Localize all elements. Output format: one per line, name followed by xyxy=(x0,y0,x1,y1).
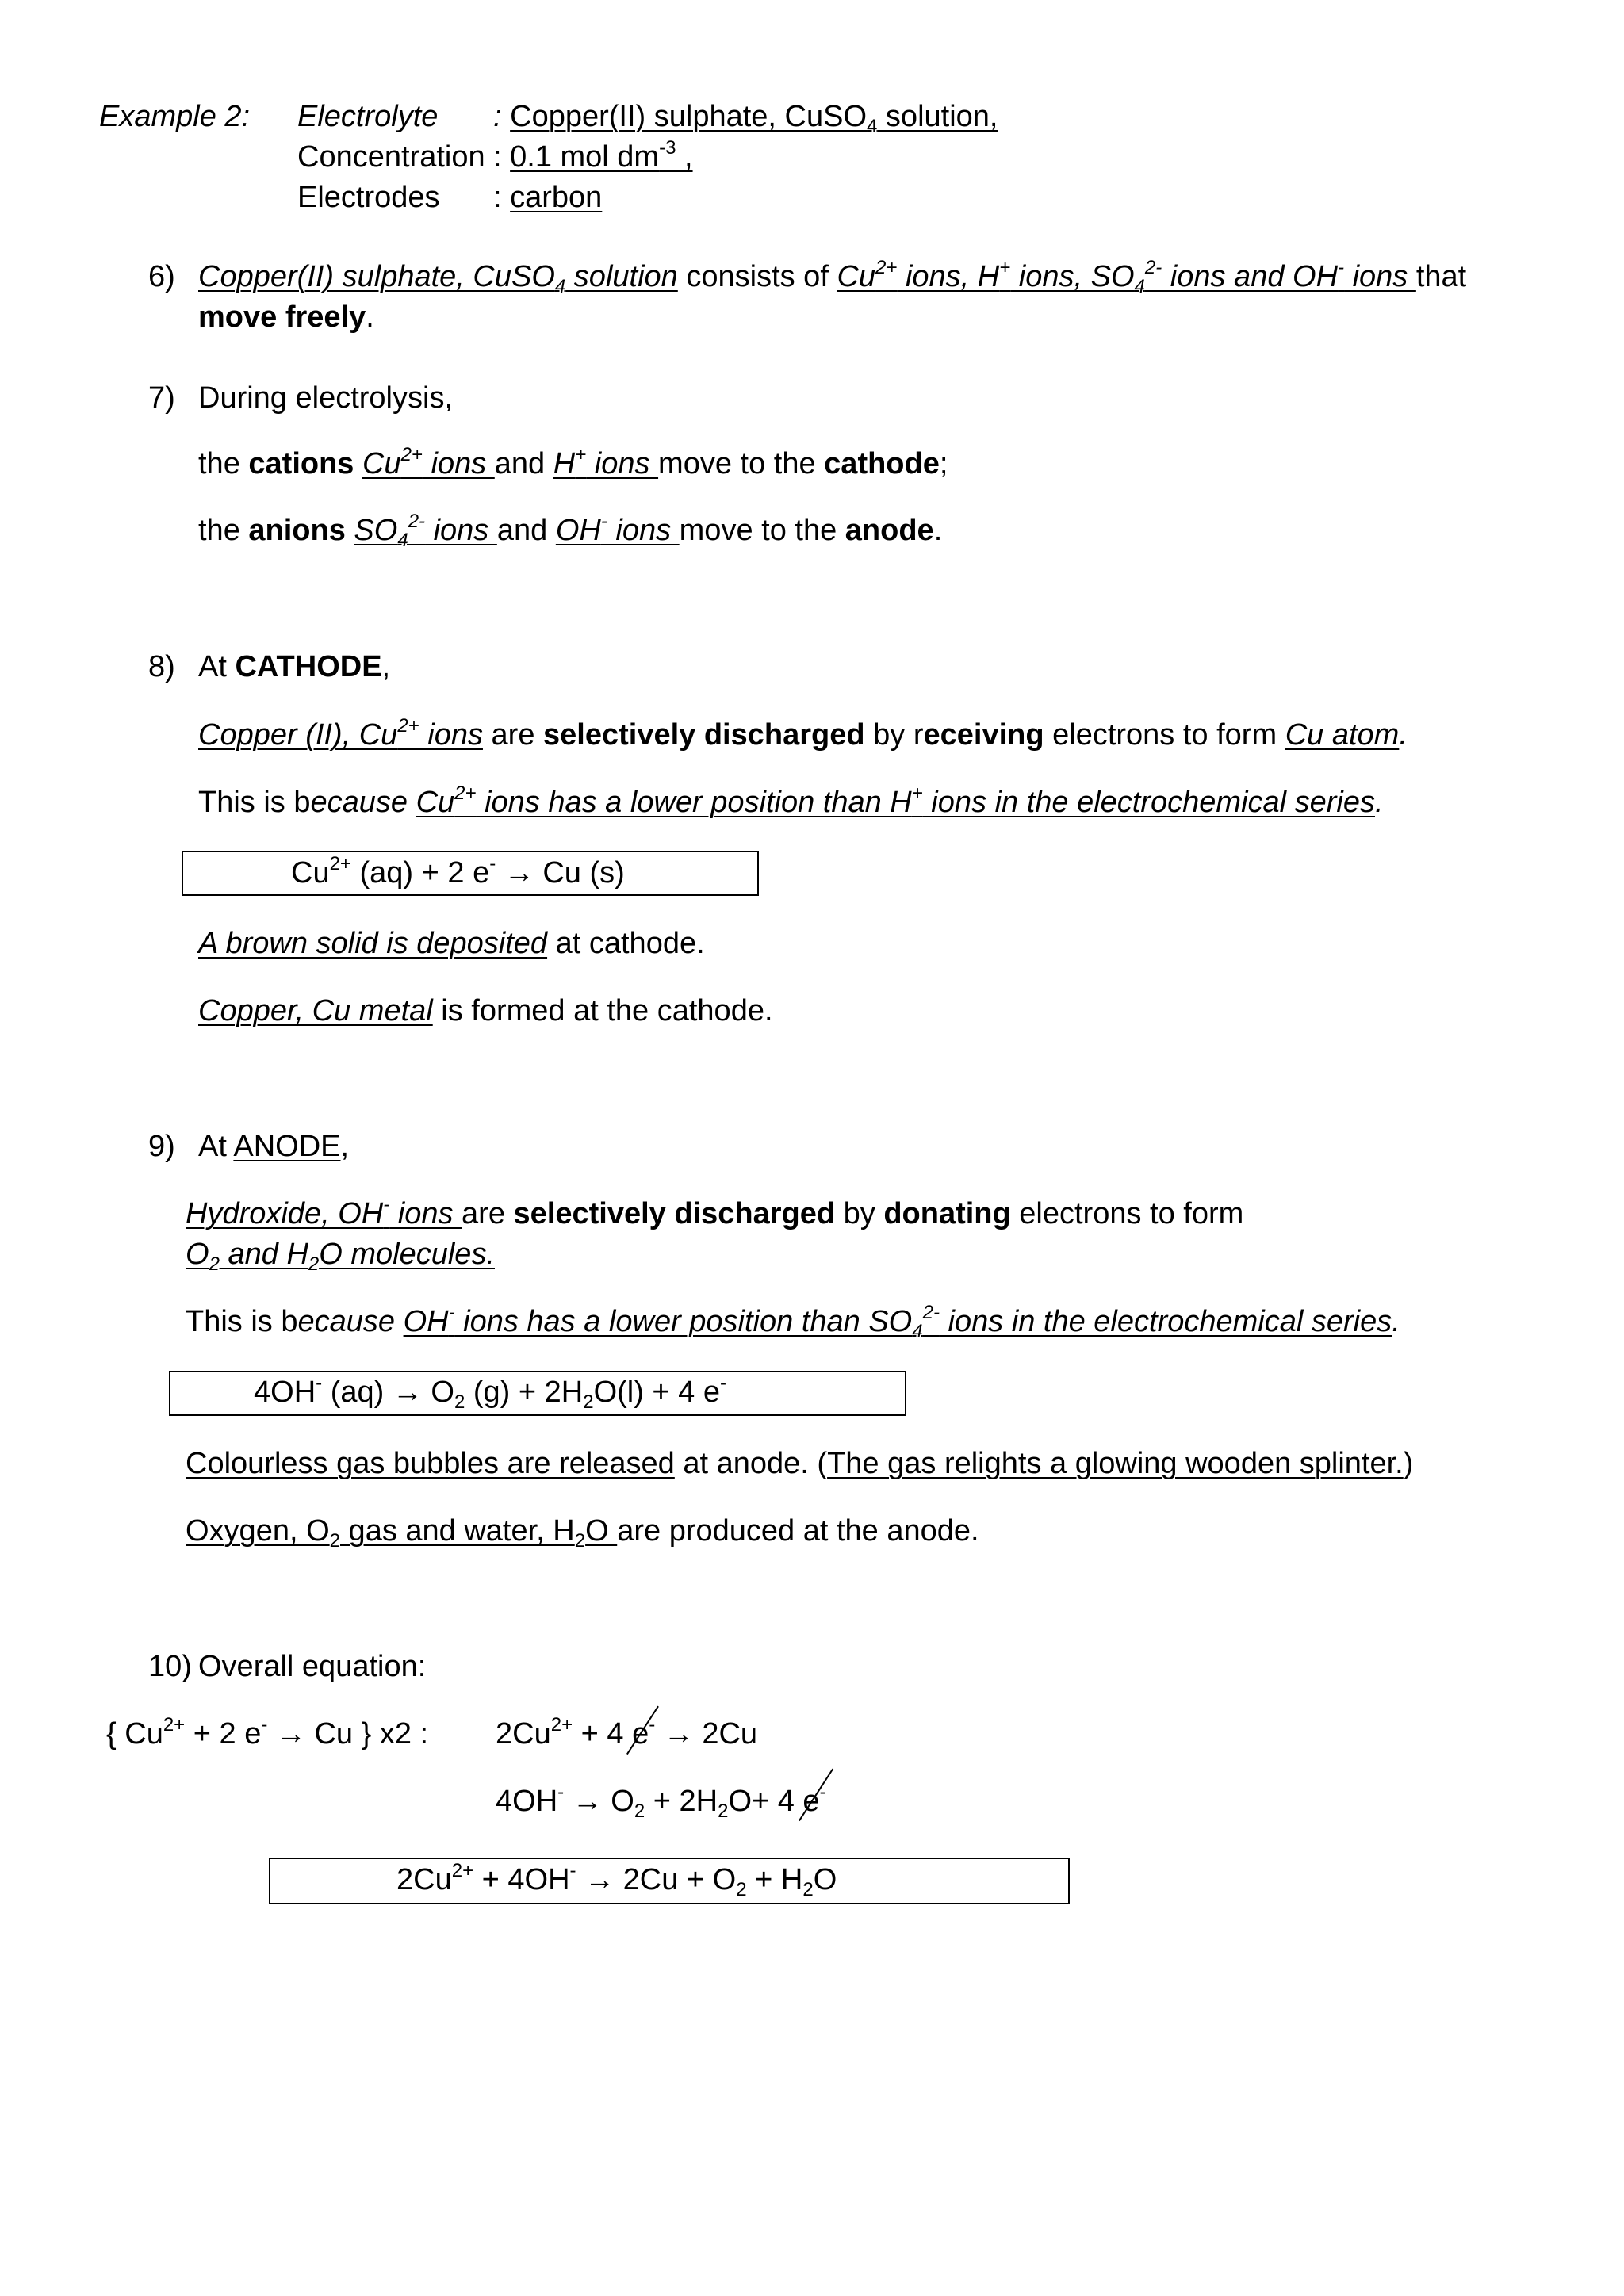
cathode-observation: A brown solid is deposited at cathode. xyxy=(198,927,705,960)
point-9-reason: This is because OH- ions has a lower position than $SO_4^{2-}$ ions in the electrochemical series. xyxy=(186,1302,1400,1342)
item-number-6: 6) xyxy=(148,260,175,293)
anode-product: Oxygen, $O_2$ gas and water, $H_2O$ are produced at the anode. xyxy=(186,1514,979,1552)
item-number-10: 10) xyxy=(148,1650,192,1683)
point-8-discharge: Copper (II), $Cu^{2+}$ ions are selectively discharged by receiving electrons to form Cu atom. xyxy=(198,715,1408,752)
cathode-half-equation: $Cu^{2+}$ (aq) + 2 e- → Cu (s) xyxy=(291,853,625,890)
item-number-8: 8) xyxy=(148,650,175,683)
point-7-intro: During electrolysis, xyxy=(198,381,453,415)
point-8-heading: At CATHODE, xyxy=(198,650,391,683)
overall-anode-step: $4OH^- \to O_2 + 2H_2O+ 4$ e- xyxy=(496,1781,826,1822)
point-9-discharge-line-1: Hydroxide, OH- ions are selectively discharged by donating electrons to form xyxy=(186,1194,1244,1230)
item-number-9: 9) xyxy=(148,1130,175,1163)
point-7-anions: the anions $SO_4^{2-}$ ions and OH- ions move to the anode. xyxy=(198,511,943,551)
overall-cathode-step: $2Cu^{2+} + 4$ e- → 2Cu xyxy=(496,1714,758,1751)
point-6-line-1: Copper(II) sulphate, CuSO$_4$ solution consists of $Cu^{2+}$ ions, H+ ions, $SO_4^{2-}$ ions and OH- ions that xyxy=(198,257,1467,297)
electrolyte-label: Electrolyte xyxy=(297,100,439,133)
cathode-product: Copper, Cu metal is formed at the cathode. xyxy=(198,994,773,1027)
electrodes-value: : carbon xyxy=(493,181,603,214)
example-label: Example 2: xyxy=(99,100,251,133)
point-8-reason: This is because $Cu^{2+}$ ions has a lower position than H+ ions in the electrochemical series. xyxy=(198,783,1384,819)
anode-half-equation: 4OH- $(aq) \to O_2$ $(g) + 2H_2O(l) + 4$ e- xyxy=(254,1372,727,1413)
cathode-multiplier: { $Cu^{2+} + 2$ e- → Cu } x2 : xyxy=(106,1714,429,1751)
electrodes-label: Electrodes xyxy=(297,181,440,214)
concentration-value: : 0.1 mol $dm^{-3}$ , xyxy=(493,137,693,174)
item-number-7: 7) xyxy=(148,381,175,415)
point-10-heading: Overall equation: xyxy=(198,1650,427,1683)
overall-equation: $2Cu^{2+} + 4OH^- \to 2Cu + O_2 + H_2O$ xyxy=(396,1860,837,1900)
concentration-label: Concentration xyxy=(297,140,485,174)
point-6-line-2: move freely. xyxy=(198,300,374,334)
electrolyte-value: : Copper(II) sulphate, CuSO$_4$ solution, xyxy=(493,100,998,137)
point-7-cations: the cations $Cu^{2+}$ ions and H+ ions move to the cathode; xyxy=(198,444,948,480)
point-9-discharge-line-2: $O_2$ and $H_2O$ molecules. xyxy=(186,1238,495,1275)
point-9-heading: At ANODE, xyxy=(198,1130,350,1163)
anode-observation: Colourless gas bubbles are released at anode. (The gas relights a glowing wooden splinter.) xyxy=(186,1447,1414,1480)
